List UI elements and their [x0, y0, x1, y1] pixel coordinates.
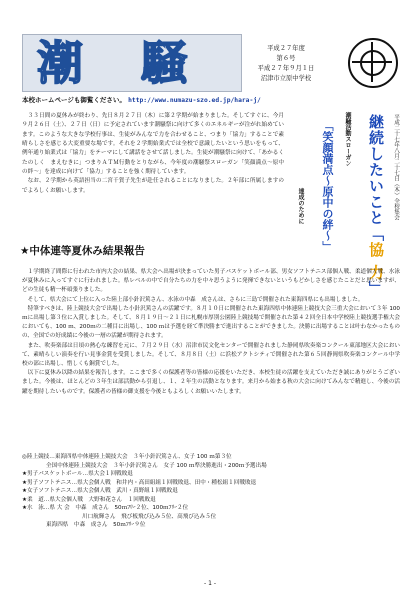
page-number: - 1 -: [204, 580, 216, 587]
school-emblem-icon: [348, 38, 398, 88]
issue-date: 平成２７年９月１日: [257, 65, 315, 72]
article-paragraph: １学期終了間際に行われた市内大会の結果、県大会へ出場が決まっていた男子バスケットボール部、男女ソフトテニス部個人戦、柔道個人戦、水泳が夏休みに入ってすぐに行われました。県レベルの中で自分たちの力を中々思うように発揮できないというもどかしさを感じたことだと思いますが、どの生徒も精一杯頑張りました。: [22, 269, 400, 294]
article-heading: ★中体連等夏休み結果報告: [20, 245, 145, 257]
homepage-notice-text: 本校ホームページも御覧ください。: [22, 96, 126, 104]
slogan-quote: 「笑顔満点～原中の絆～」: [321, 120, 334, 252]
intro-section: [22, 112, 290, 196]
issue-school: 沼津市立原中学校: [260, 75, 312, 82]
article-body: [22, 268, 400, 397]
result-item: ★水 泳…県 大 会 中森 成さん 50ｍﾌﾘｰ２位、100ｍﾌﾘｰ２位: [22, 505, 189, 511]
article-paragraph: 特筆すべきは、陸上競技大会で出場した小針沢篤さんの活躍です。８月１０日に開催された東海四県中体連陸上競技大会三重大会において３年 100 ｍに出場し第３位に入賞しました。そして、８月１９日～２１日に札幌市厚別公園陸上競技場で開催された第４２回全日本中学校陸上競技選手権大会においても、100 ｍ、200ｍの二種目に出場し、100 ｍは予選を経て準決勝まで進出することができました。決勝に出場することは叶わなかったものの、全国での好成績に今後の一層の活躍が期待されます。: [22, 305, 400, 340]
article-paragraph: 以下に夏休み以降の結果を報告します。ここまで多くの保護者等の皆様の応援をいただき、本校生徒の活躍を支えていただき誠にありがとうございました。今後は、ほとんどの３年生は部活動から引退し、１、２年生の活動となります。来月から始まる秋の大会に向けてみんなで精進し、今後の活躍を期待したいものです。保護者の皆様の御支援を今後ともよろしくお願いいたします。: [22, 370, 400, 395]
article-paragraph: また、吹奏楽部は日頃の熱心な練習を元に、７月２９日（水）沼津市民文化センターで開催されました静岡県吹奏楽コンクール東部地区大会において、素晴らしい演奏を行い見事金賞を受賞しました。そして、８月８日（土）に浜松アクトシティで開催された第６５回静岡県吹奏楽コンクール中学校の部に出場し、惜しくも銅賞でした。: [22, 342, 400, 368]
masthead-title: [22, 34, 242, 92]
result-item: ★柔 道…県大会個人戦 大野和花さん １回戦敗退: [22, 496, 156, 503]
intro-paragraph: なお、２学期から英語担当の二宮千賀子先生が赴任されることになりました。２年部に所属しますのでよろしくお願いします。: [22, 178, 284, 194]
issue-fiscal-year: 平成２７年度: [267, 45, 305, 52]
article-paragraph: そして、県大会にて上位に入った陸上部小針沢篤さん、水泳の中森 成さんは、さらに三島で開催された東海四県にも出場しました。: [27, 296, 364, 303]
masthead-char-1: 潮: [37, 36, 85, 90]
result-item: ★男子ソフトテニス…県大会個人戦 和井内・高田組組１回戦敗退、田中・種松組１回戦敗退: [22, 479, 257, 486]
result-item: 全国中体連陸上競技大会 ３年小針沢篤さん 女子 100 ｍ準決勝進出・200ｍ予選出場: [46, 462, 267, 469]
slogan-highlight: 協 力: [367, 242, 385, 281]
issue-number: 第６号: [276, 55, 296, 62]
intro-paragraph: ３３日間の夏休みが終わり、先日８月２７日（木）に第２学期が始まりました。そしてすぐに、今月９月２６日（土）、２７日（日）に予定されています潮騒祭に向けて多くのエネルギーが注がれ始めています。このような大きな学校行事は、生徒がみんなで力を合わせること、つまり「協力」することで素晴らしさを感じる大変重要な場です。それを２学期始業式では全校で意識したいという思いをもって、例年通り始業式は「協力」をテーマにして講話をさせて話しました。生徒が潮騒祭に向けて、「あかるく たのしく まえむきに」つまりＡＴＭ行動をとりながら、今年度の潮騒祭スローガン「笑顔満点～原中の絆～」を達成に向けて「協力」することを強く期待しています。: [22, 113, 290, 176]
result-item: 川口航輝さん 飛び板飛び込み５位、高飛び込み５位: [82, 513, 217, 520]
homepage-url-link[interactable]: http://www.numazu-szo.ed.jp/hara-j/: [128, 97, 261, 104]
results-list: [22, 453, 400, 530]
slogan-main: 継続したいこと「協 力」: [367, 114, 385, 297]
issue-info: [246, 44, 326, 84]
masthead-char-2: 騒: [141, 36, 189, 90]
result-item: 東海四県 中森 成さん 50ｍﾌﾘｰ９位: [46, 522, 146, 528]
slogan-subtitle: 潮騒活動スローガン: [344, 112, 351, 166]
homepage-notice: [22, 96, 402, 105]
result-item: ★女子ソフトテニス…県大会個人戦 武川・真野組１回戦敗退: [22, 488, 178, 494]
slogan-date: 平成二十七年八月二十七日（木）全校集会: [393, 114, 399, 221]
slogan-subtitle-2: 達成のために: [297, 188, 304, 224]
result-item: ★男子バスケットボール…県大会１回戦敗退: [22, 471, 133, 477]
result-item: ◎陸上競技…東海四県中体連陸上競技大会 ３年小針沢篤さん、女子 100 ｍ第３位: [22, 454, 232, 460]
